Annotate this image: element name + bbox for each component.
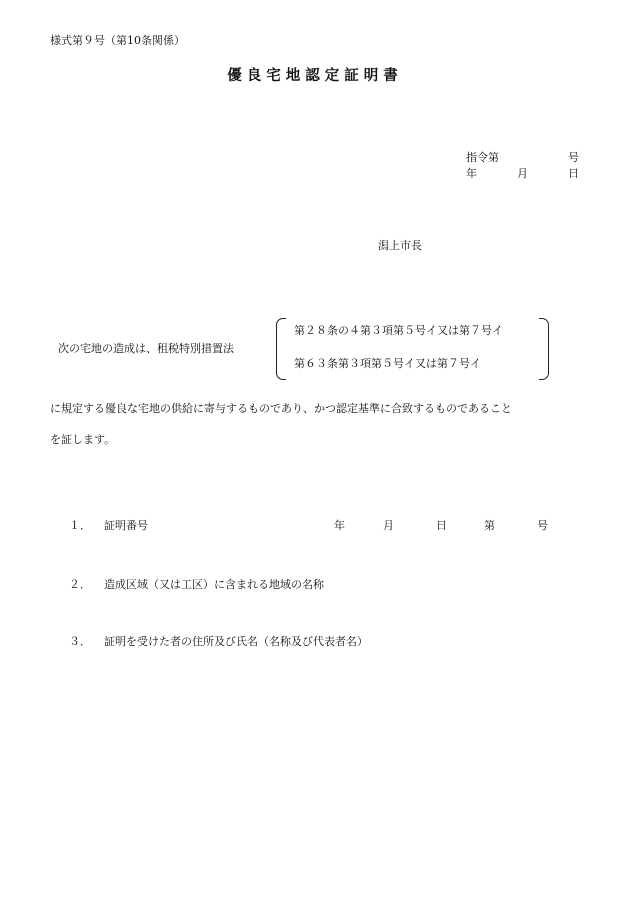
document-title: 優良宅地認定証明書: [227, 67, 403, 84]
date-year: 年: [466, 167, 477, 180]
legal-option-2: 第６３条第３項第５号イ又は第７号イ: [294, 357, 481, 370]
date-month: 月: [517, 167, 528, 180]
legal-option-1: 第２８条の４第３項第５号イ又は第７号イ: [294, 324, 503, 337]
item-2-number: ２．: [69, 578, 91, 591]
certification-line-2: を証します。: [50, 433, 116, 446]
cert-dai-label: 第: [484, 519, 495, 532]
item-1-number: １．: [69, 519, 91, 532]
cert-go-label: 号: [537, 519, 548, 532]
brace-right: [539, 318, 549, 380]
brace-left: [276, 318, 286, 380]
item-1-label: 証明番号: [104, 519, 148, 532]
order-suffix: 号: [568, 151, 579, 164]
certification-line-1: に規定する優良な宅地の供給に寄与するものであり、かつ認定基準に合致するものであること: [50, 402, 512, 415]
item-2-label: 造成区域（又は工区）に含まれる地域の名称: [104, 578, 324, 591]
cert-month-label: 月: [383, 519, 394, 532]
cert-day-label: 日: [436, 519, 447, 532]
item-3-label: 証明を受けた者の住所及び氏名（名称及び代表者名）: [104, 635, 368, 648]
date-day: 日: [568, 167, 579, 180]
item-3-number: ３．: [69, 635, 91, 648]
cert-year-label: 年: [334, 519, 345, 532]
form-number: 様式第９号（第10条関係）: [50, 34, 185, 47]
certification-intro: 次の宅地の造成は、租税特別措置法: [58, 342, 234, 355]
order-prefix: 指令第: [466, 151, 499, 164]
issuer: 潟上市長: [378, 239, 422, 252]
